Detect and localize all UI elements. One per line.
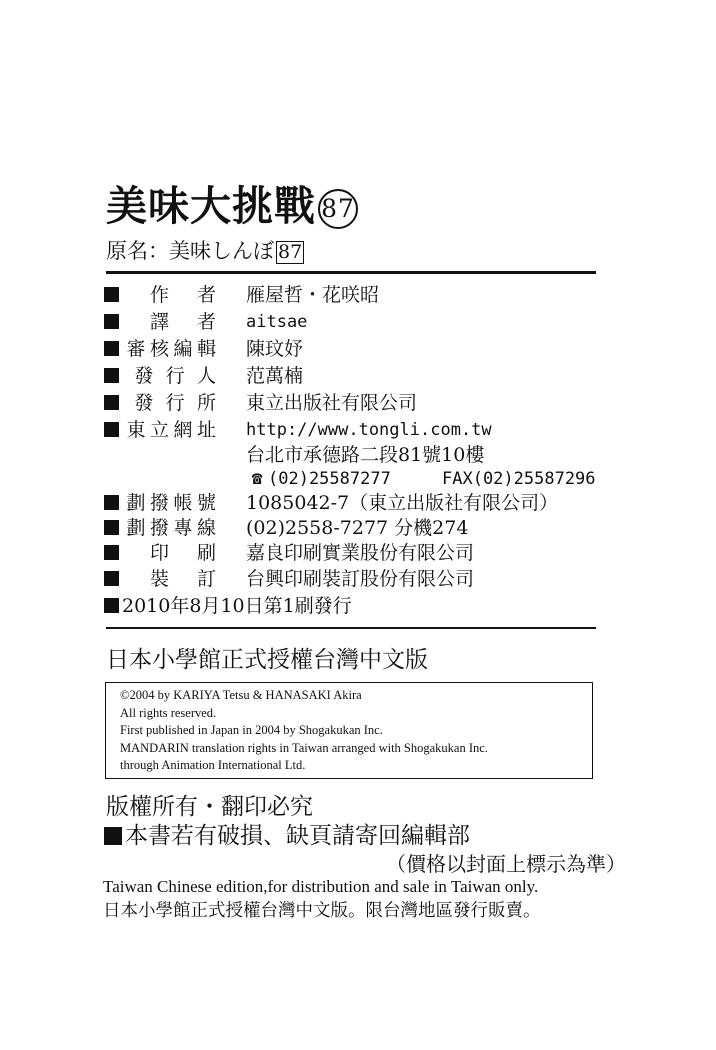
credit-label: 裝訂 <box>104 567 216 591</box>
english-distribution-notice: Taiwan Chinese edition,for distribution and sale in Taiwan only. <box>103 877 539 896</box>
bullet-square-icon <box>104 422 119 437</box>
credit-value: 台興印刷裝訂股份有限公司 <box>246 568 475 590</box>
telephone-icon: ☎ <box>251 468 263 489</box>
license-statement: 日本小學館正式授權台灣中文版 <box>106 647 428 673</box>
print-date: 2010年8月10日第1刷發行 <box>104 594 352 618</box>
rights-reserved: 版權所有・翻印必究 <box>106 794 313 820</box>
price-note: （價格以封面上標示為準） <box>386 852 626 876</box>
copyright-line: MANDARIN translation rights in Taiwan arranged with Shogakukan Inc. <box>120 740 488 755</box>
credit-label: 作者 <box>104 283 216 307</box>
credit-value: aitsae <box>246 312 308 332</box>
address-text: 台北市承德路二段81號10樓 <box>246 444 485 466</box>
bullet-square-icon <box>104 495 119 510</box>
volume-circle-number: 87 <box>318 189 358 229</box>
credit-label: 東立網址 <box>104 418 216 442</box>
credit-label: 劃撥帳號 <box>104 491 216 515</box>
bullet-square-icon <box>104 341 119 356</box>
copyright-line: First published in Japan in 2004 by Shogakukan Inc. <box>120 723 383 737</box>
bullet-square-icon <box>104 598 119 613</box>
bullet-square-icon <box>104 287 119 302</box>
credit-label: 發行人 <box>104 364 216 388</box>
damage-notice: 本書若有破損、缺頁請寄回編輯部 <box>104 821 470 851</box>
credit-value: 嘉良印刷實業股份有限公司 <box>246 542 475 564</box>
credit-label: 發行所 <box>104 391 216 415</box>
bullet-square-icon <box>104 520 119 535</box>
phone-number: (02)25587277 <box>268 469 391 489</box>
title-divider <box>106 271 596 274</box>
bullet-square-icon <box>104 571 119 586</box>
original-title-label: 原名：美味しんぼ <box>106 239 274 263</box>
credit-value: 雁屋哲・花咲昭 <box>246 284 380 306</box>
bullet-square-icon <box>104 395 119 410</box>
section-divider <box>106 627 596 629</box>
credit-value: 1085042-7（東立出版社有限公司） <box>246 492 559 514</box>
chinese-distribution-notice: 日本小學館正式授權台灣中文版。限台灣地區發行販賣。 <box>103 901 541 921</box>
credit-label: 印刷 <box>104 541 216 565</box>
book-title <box>106 182 358 230</box>
credit-value: 東立出版社有限公司 <box>246 392 418 414</box>
copyright-line: All rights reserved. <box>120 705 217 720</box>
bullet-square-icon <box>104 545 119 560</box>
contact-line <box>246 467 596 491</box>
credit-label: 審核編輯 <box>104 337 216 361</box>
bullet-square-icon <box>104 827 122 845</box>
website-url: http://www.tongli.com.tw <box>246 420 492 440</box>
credit-label: 譯者 <box>104 310 216 334</box>
credit-value: (02)2558-7277 分機274 <box>246 517 469 539</box>
fax-number: FAX(02)25587296 <box>442 469 596 489</box>
original-title <box>106 241 304 264</box>
credit-label: 劃撥專線 <box>104 516 216 540</box>
bullet-square-icon <box>104 368 119 383</box>
copyright-box <box>105 682 593 779</box>
credit-value: 陳玟妤 <box>246 338 304 360</box>
book-title-text: 美味大挑戰 <box>106 182 316 230</box>
copyright-line: ©2004 by KARIYA Tetsu & HANASAKI Akira <box>120 688 362 702</box>
bullet-square-icon <box>104 314 119 329</box>
copyright-line: through Animation International Ltd. <box>120 758 306 772</box>
credit-value: 范萬楠 <box>246 365 304 387</box>
original-volume-box: 87 <box>278 241 303 263</box>
